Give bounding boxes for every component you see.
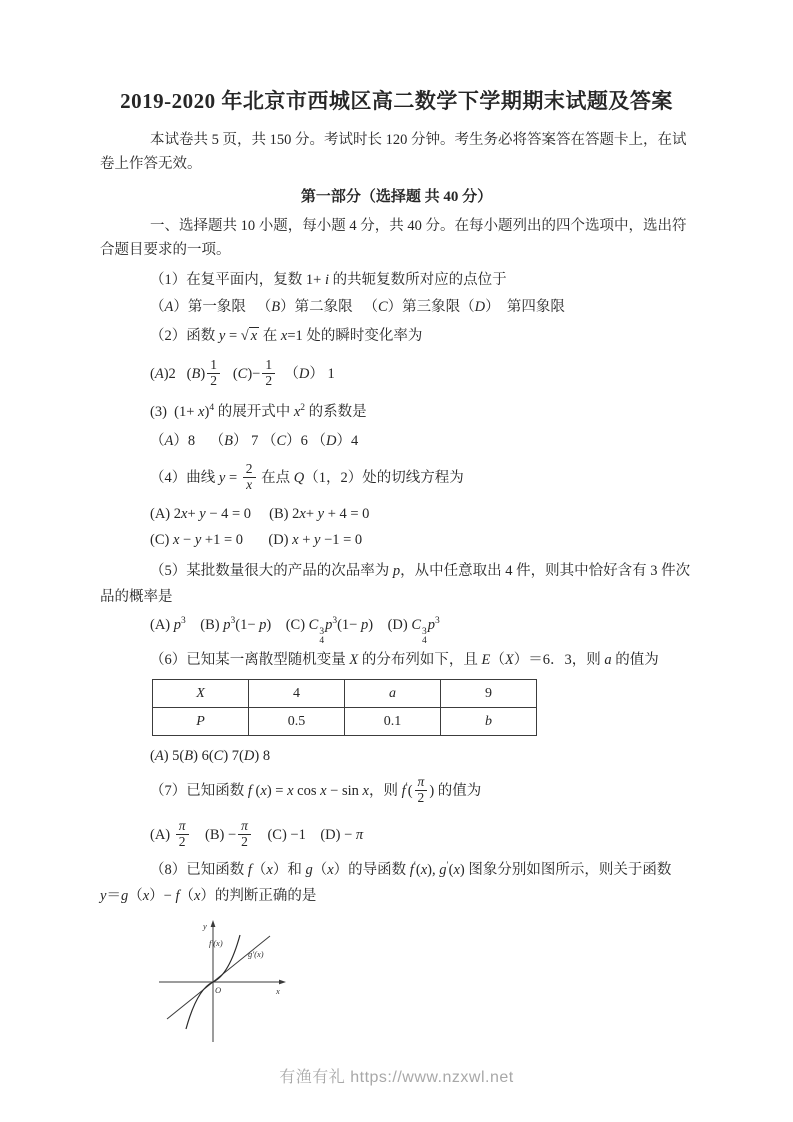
origin-label: O (215, 985, 222, 995)
q1-options: （A）第一象限 （B）第二象限 （C）第三象限（D） 第四象限 (150, 299, 565, 315)
table-cell: 0.1 (345, 708, 441, 736)
table-cell: P (153, 708, 249, 736)
q2-stem: （2）函数 y = √ x 在 x=1 处的瞬时变化率为 (150, 328, 423, 344)
y-axis-arrow-icon (211, 920, 216, 927)
q4-options-cd: (C) x − y +1 = 0 (D) x + y −1 = 0 (150, 532, 363, 548)
table-cell: 4 (249, 680, 345, 708)
section-intro-line-1: 一、选择题共 10 小题，每小题 4 分，共 40 分。在每小题列出的四个选项中，选出符 (150, 218, 687, 234)
section-intro-line-2: 合题目要求的一项。 (100, 242, 231, 258)
table-cell: 9 (441, 680, 537, 708)
q1-stem: （1）在复平面内，复数 1+ i 的共轭复数所对应的点位于 (150, 272, 507, 288)
q8-stem-line2: y＝g（x）− f（x）的判断正确的是 (100, 888, 317, 904)
q5-options: (A) $p^3$ (B) $p^3(1- p)$ (C) C 3 4 $p^3(1- p)$ (D) C 3 4 $p^3$ (150, 616, 440, 646)
q4-stem: （4）曲线 y = $\frac{2}{x}$ 在点 Q（1，2）处的切线方程为 (150, 461, 464, 493)
q3-options: （A）8 （B） 7 （C）6 （D）4 (150, 433, 359, 449)
table-cell: 0.5 (249, 708, 345, 736)
table-cell: b (441, 708, 537, 736)
intro-line-1: 本试卷共 5 页，共 150 分。考试时长 120 分钟。考生务必将答案答在答题卡上，在试 (150, 132, 687, 148)
x-axis-arrow-icon (279, 980, 286, 985)
page-footer: 有渔有礼 https://www.nzxwl.net (279, 1069, 514, 1086)
part1-heading: 第一部分（选择题 共 40 分） (300, 189, 493, 205)
q3-stem: (3) $(1+ x)^4$ 的展开式中 $x^2$ 的系数是 (150, 403, 367, 420)
x-axis-label: x (276, 986, 280, 996)
distribution-table-body (153, 680, 537, 736)
q8-stem-line1: （8）已知函数 f（x）和 g（x）的导函数 f′(x), g′(x) 图象分别如图所示，则关于函数 (150, 861, 672, 878)
q4-options-ab: (A) 2x+ y − 4 = 0 (B) 2x+ y + 4 = 0 (150, 506, 370, 522)
table-cell: X (153, 680, 249, 708)
q7-stem: （7）已知函数 f (x) = x cos x − sin x，则 f′( $\frac{\pi}{2}$ ) 的值为 (150, 774, 482, 806)
f-prime-label: f′(x) (209, 938, 223, 948)
derivative-graph-svg (156, 915, 351, 1050)
q7-options: (A) $\frac{\pi}{2}$ (B) − $\frac{\pi}{2}$ (C) −1 (D) − π (150, 818, 364, 850)
questions-1-to-6 (100, 267, 693, 674)
y-axis-label: y (203, 921, 207, 931)
g-prime-label: g′(x) (248, 949, 264, 959)
derivative-graph (156, 915, 693, 1055)
table-cell: a (345, 680, 441, 708)
intro-line-2: 卷上作答无效。 (100, 156, 202, 172)
q6-options: (A) 5(B) 6(C) 7(D) 8 (150, 748, 271, 764)
table-row (153, 680, 537, 708)
q5-stem-line2: 品的概率是 (100, 589, 173, 605)
questions-6opts-to-8 (100, 743, 693, 909)
q6-stem: （6）已知某一离散型随机变量 X 的分布列如下，且 E（X）＝6．3，则 a 的值为 (150, 652, 659, 668)
q2-options: (A)2 (B) $\frac{1}{2}$ (C)− $\frac{1}{2}$ （D） 1 (150, 357, 335, 389)
page-title: 2019-2020 年北京市西城区高二数学下学期期末试题及答案 (120, 89, 673, 113)
q5-stem-line1: （5）某批数量很大的产品的次品率为 p，从中任意取出 4 件，则其中恰好含有 3 件次 (150, 563, 691, 579)
distribution-table (152, 679, 537, 736)
table-row (153, 708, 537, 736)
